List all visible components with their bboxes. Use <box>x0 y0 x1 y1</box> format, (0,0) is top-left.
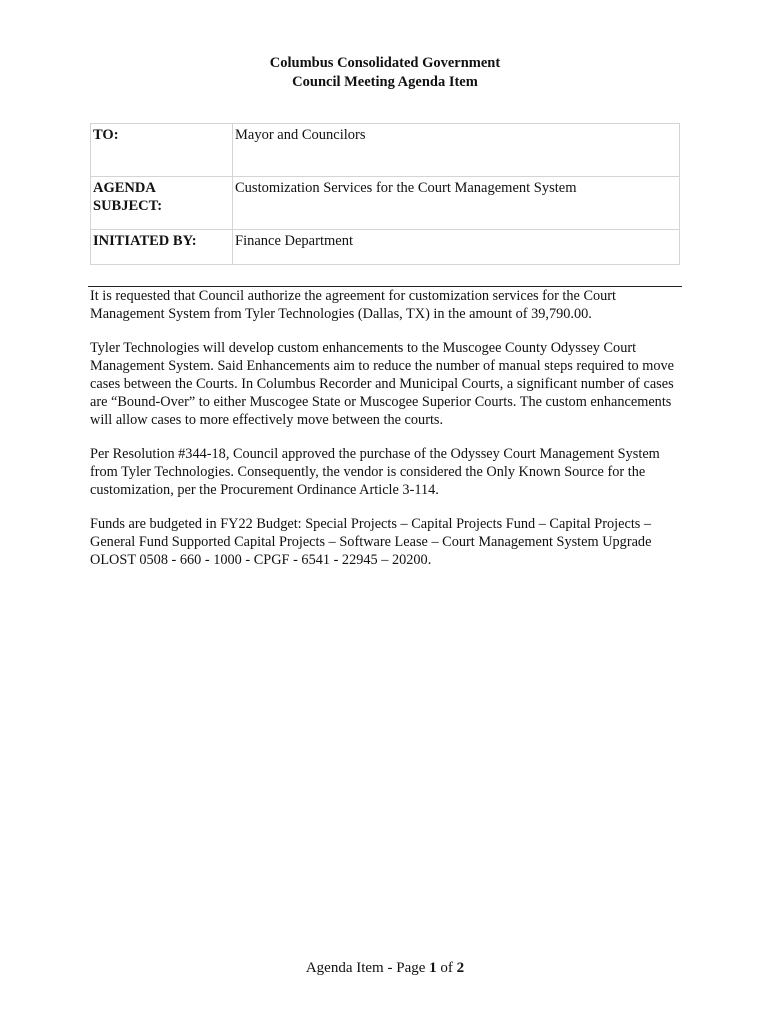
resolution-paragraph: Per Resolution #344-18, Council approved the purchase of the Odyssey Court Management System from Tyler Technologies. Consequently, the vendor is considered the Only Known Source for the customization, per the Procurement Ordinance Article 3-114. <box>90 446 660 498</box>
request-paragraph: It is requested that Council authorize the agreement for customization services for the Court Management System from Tyler Technologies (Dallas, TX) in the amount of 39,790.00. <box>90 288 617 322</box>
initiated-by-label: INITIATED BY: <box>91 230 233 265</box>
funding-paragraph: Funds are budgeted in FY22 Budget: Special Projects – Capital Projects Fund – Capital Projects – General Fund Supported Capital Projects – Software Lease – Court Management System Upgrade OLOST 0508 - 660 - 1000 - CPGF - 6541 - 22945 – 20200. <box>90 516 652 568</box>
subject-label <box>91 177 233 230</box>
agenda-info-table <box>90 123 680 265</box>
agenda-body <box>90 287 682 585</box>
footer-of: of <box>436 960 457 976</box>
subject-label-line2: SUBJECT: <box>93 198 163 214</box>
table-row <box>91 230 680 265</box>
header-document-type: Council Meeting Agenda Item <box>292 74 478 90</box>
table-row <box>91 177 680 230</box>
footer-page-total: 2 <box>456 960 465 976</box>
footer-page-number: 1 <box>429 960 437 976</box>
page-footer <box>0 960 770 977</box>
footer-prefix: Agenda Item - Page <box>305 960 430 976</box>
header-organization: Columbus Consolidated Government <box>269 55 501 71</box>
table-row <box>91 124 680 177</box>
to-value: Mayor and Councilors <box>233 124 680 177</box>
enhancements-paragraph: Tyler Technologies will develop custom enhancements to the Muscogee County Odyssey Court Management System. Said Enhancements aim to reduce the number of manual steps required to move cases between the Courts. In Columbus Recorder and Municipal Courts, a significant number of cases are “Bound-Over” to either Muscogee State or Muscogee Superior Courts. The custom enhancements will allow cases to more effectively move between the courts. <box>90 340 675 428</box>
initiated-by-value: Finance Department <box>233 230 680 265</box>
subject-label-line1: AGENDA <box>93 180 156 196</box>
document-header <box>0 54 770 92</box>
subject-value: Customization Services for the Court Management System <box>233 177 680 230</box>
to-label: TO: <box>91 124 233 177</box>
